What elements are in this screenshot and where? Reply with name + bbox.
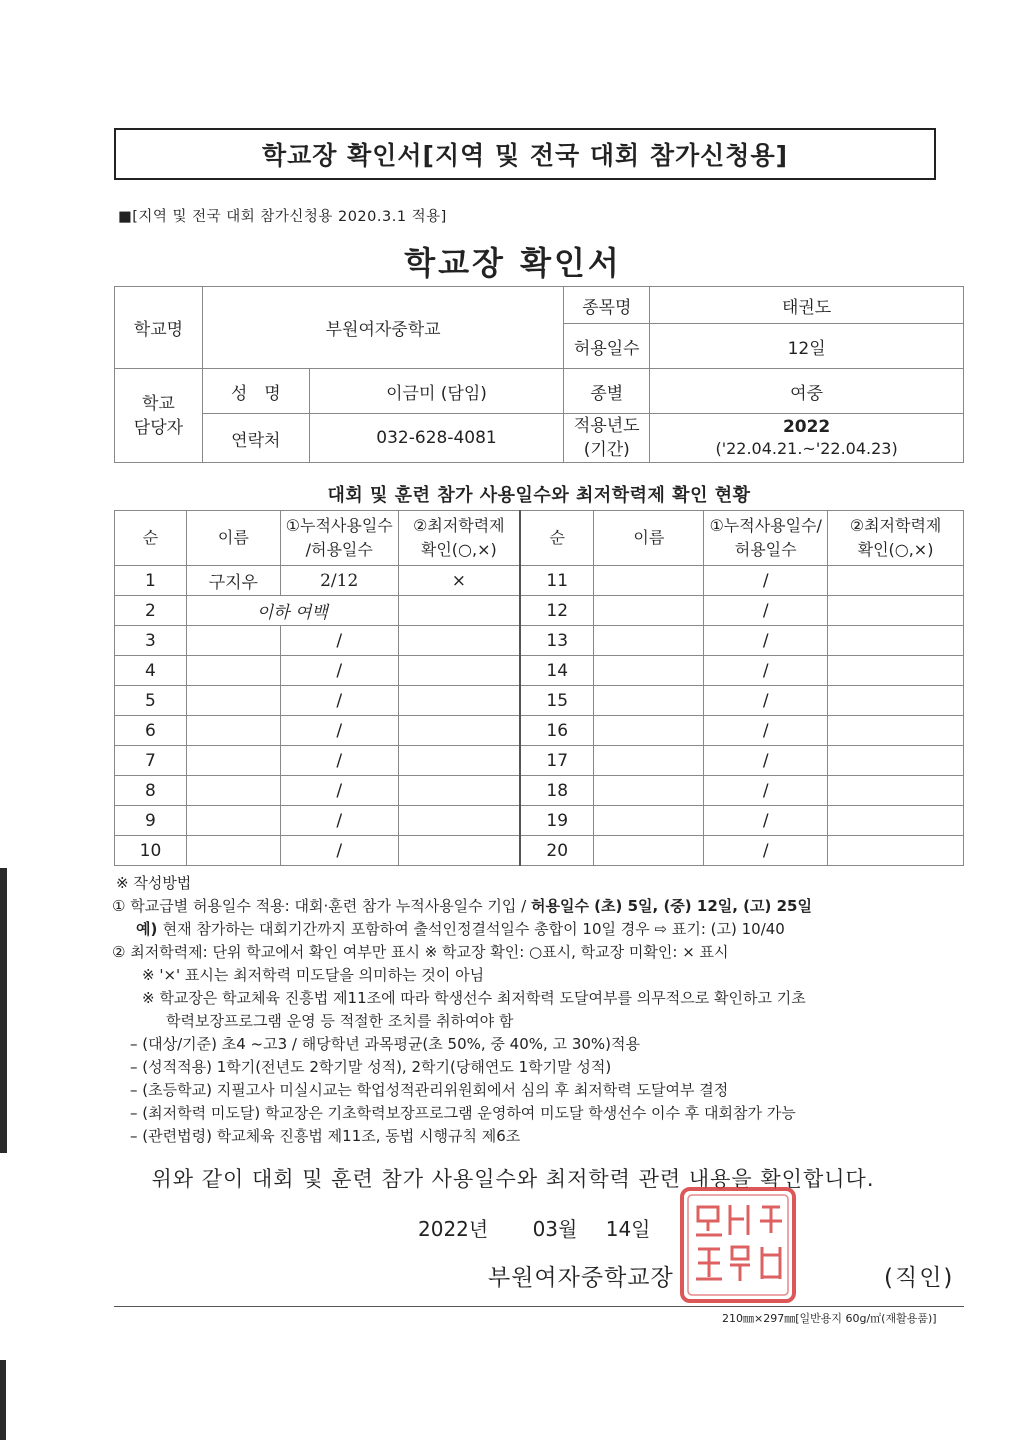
event-value: 태권도: [650, 287, 964, 324]
row-no: 1: [115, 566, 187, 596]
date-month: 03월: [532, 1217, 578, 1241]
row-name: [594, 716, 704, 746]
header-days: ①누적사용일수/ 허용일수: [704, 511, 828, 566]
note-line: 예) 현재 참가하는 대회기간까지 포함하여 출석인정결석일수 총합이 10일 경우 ⇨ 표기: (고) 10/40: [136, 920, 785, 938]
row-no: 3: [115, 626, 187, 656]
note-line: 학력보장프로그램 운영 등 적절한 조치를 취하여야 함: [166, 1012, 514, 1030]
header-check: ②최저학력제 확인(○,×): [398, 511, 520, 566]
note-line: ※ 학교장은 학교체육 진흥법 제11조에 따라 학생선수 최저학력 도달여부를 의무적으로 확인하고 기초: [142, 989, 806, 1007]
row-days: /: [280, 656, 398, 686]
row-name: [594, 746, 704, 776]
row-name: [186, 716, 280, 746]
paper-spec: 210㎜×297㎜[일반용지 60g/㎡(재활용품)]: [722, 1312, 937, 1325]
row-days: /: [704, 596, 828, 626]
table-row: [115, 806, 964, 836]
scan-edge-mark: [0, 1360, 6, 1440]
row-no: 18: [520, 776, 594, 806]
date-day: 14일: [605, 1217, 651, 1241]
row-no: 4: [115, 656, 187, 686]
row-check: [398, 656, 520, 686]
row-no: 8: [115, 776, 187, 806]
row-check: [828, 776, 964, 806]
row-name: [594, 626, 704, 656]
row-days: /: [704, 656, 828, 686]
row-name: [594, 656, 704, 686]
row-check: [398, 836, 520, 866]
table-row: [115, 566, 964, 596]
header-no: 순: [520, 511, 594, 566]
table-row: [115, 716, 964, 746]
table-row: [115, 596, 964, 626]
confirmation-date: [418, 1213, 651, 1242]
status-header-row: [115, 511, 964, 566]
row-check: [828, 596, 964, 626]
scan-edge-mark: [0, 868, 7, 1153]
document-title: 학교장 확인서: [404, 244, 622, 282]
row-name: [186, 656, 280, 686]
table-row: [115, 836, 964, 866]
row-name: [594, 836, 704, 866]
row-days: /: [704, 716, 828, 746]
row-name: [594, 776, 704, 806]
note-line: – (관련법령) 학교체육 진흥법 제11조, 동법 시행규칙 제6조: [130, 1127, 521, 1145]
gender-value: 여중: [650, 369, 964, 414]
event-label: 종목명: [564, 287, 650, 324]
row-days: /: [704, 836, 828, 866]
note-line: – (초등학교) 지필고사 미실시교는 학업성적관리위원회에서 심의 후 최저학력 도달여부 결정: [130, 1081, 729, 1099]
year-label: 적용년도 (기간): [564, 414, 650, 463]
contact-value: 032-628-4081: [309, 414, 564, 463]
notes-heading: ※ 작성방법: [116, 874, 192, 892]
row-check: [828, 566, 964, 596]
row-days: /: [280, 806, 398, 836]
status-table: [114, 510, 964, 866]
row-check: [828, 836, 964, 866]
note-line: – (대상/기준) 초4 ~고3 / 해당학년 과목평균(초 50%, 중 40%, 고 30%)적용: [130, 1035, 640, 1053]
principal-name: 부원여자중학교장: [488, 1265, 674, 1291]
row-no: 20: [520, 836, 594, 866]
row-no: 9: [115, 806, 187, 836]
name-value: 이금미 (담임): [309, 369, 564, 414]
note-line: ② 최저학력제: 단위 학교에서 확인 여부만 표시 ※ 학교장 확인: ○표시, 학교장 미확인: × 표시: [112, 943, 729, 961]
row-name: [186, 746, 280, 776]
gender-label: 종별: [564, 369, 650, 414]
date-year: 2022년: [418, 1217, 489, 1241]
row-check: [828, 716, 964, 746]
row-no: 12: [520, 596, 594, 626]
row-no: 14: [520, 656, 594, 686]
row-name: 구지우: [186, 566, 280, 596]
confirmation-statement: 위와 같이 대회 및 훈련 참가 사용일수와 최저학력 관련 내용을 확인합니다.: [151, 1167, 875, 1191]
row-no: 7: [115, 746, 187, 776]
row-name: 이하 여백: [186, 596, 398, 626]
row-check: [398, 596, 520, 626]
allowed-days-label: 허용일수: [564, 324, 650, 369]
year-value-cell: [650, 414, 964, 463]
table-row: [115, 776, 964, 806]
row-name: [186, 626, 280, 656]
row-days: /: [280, 716, 398, 746]
row-name: [186, 806, 280, 836]
allowed-days-value: 12일: [650, 324, 964, 369]
row-days: 2/12: [280, 566, 398, 596]
row-name: [186, 836, 280, 866]
row-check: [398, 746, 520, 776]
row-days: /: [280, 836, 398, 866]
note-line: – (성적적용) 1학기(전년도 2학기말 성적), 2학기(당해연도 1학기말 성적): [130, 1058, 612, 1076]
row-check: ×: [398, 566, 520, 596]
row-no: 16: [520, 716, 594, 746]
form-version-note: ■[지역 및 전국 대회 참가신청용 2020.3.1 적용]: [118, 209, 447, 225]
header-name: 이름: [186, 511, 280, 566]
row-no: 15: [520, 686, 594, 716]
header-check: ②최저학력제 확인(○,×): [828, 511, 964, 566]
row-name: [594, 686, 704, 716]
row-no: 10: [115, 836, 187, 866]
name-label: 성 명: [202, 369, 309, 414]
year-value: 2022: [782, 417, 831, 437]
row-no: 11: [520, 566, 594, 596]
row-name: [186, 776, 280, 806]
row-days: /: [704, 686, 828, 716]
row-name: [594, 566, 704, 596]
row-check: [398, 806, 520, 836]
row-name: [186, 686, 280, 716]
row-no: 19: [520, 806, 594, 836]
seal-label: (직인): [884, 1265, 955, 1291]
row-days: /: [704, 746, 828, 776]
row-check: [398, 686, 520, 716]
row-no: 13: [520, 626, 594, 656]
row-no: 2: [115, 596, 187, 626]
note-line: ① 학교급별 허용일수 적용: 대회·훈련 참가 누적사용일수 기입 / 허용일수 (초) 5일, (중) 12일, (고) 25일: [112, 897, 812, 915]
header-name: 이름: [594, 511, 704, 566]
row-check: [828, 686, 964, 716]
status-section-title: 대회 및 훈련 참가 사용일수와 최저학력제 확인 현황: [327, 485, 751, 506]
row-check: [828, 656, 964, 686]
row-days: /: [704, 776, 828, 806]
row-check: [398, 716, 520, 746]
row-no: 6: [115, 716, 187, 746]
table-row: [115, 686, 964, 716]
school-label: 학교명: [115, 287, 203, 369]
row-check: [828, 626, 964, 656]
school-value: 부원여자중학교: [202, 287, 563, 369]
note-line: – (최저학력 미도달) 학교장은 기초학력보장프로그램 운영하여 미도달 학생선수 이수 후 대회참가 가능: [130, 1104, 796, 1122]
period-value: ('22.04.21.~'22.04.23): [715, 439, 898, 458]
info-table: [114, 286, 964, 463]
row-days: /: [280, 686, 398, 716]
row-no: 17: [520, 746, 594, 776]
row-check: [828, 806, 964, 836]
writing-instructions: [112, 872, 972, 1148]
footer-divider: [114, 1306, 964, 1307]
note-line: ※ '×' 표시는 최저학력 미도달을 의미하는 것이 아님: [142, 966, 485, 984]
header-no: 순: [115, 511, 187, 566]
row-days: /: [704, 626, 828, 656]
row-check: [398, 626, 520, 656]
row-days: /: [704, 566, 828, 596]
header-days: ①누적사용일수 /허용일수: [280, 511, 398, 566]
manager-label: 학교 담당자: [115, 369, 203, 463]
table-row: [115, 626, 964, 656]
row-days: /: [280, 626, 398, 656]
contact-label: 연락처: [202, 414, 309, 463]
row-no: 5: [115, 686, 187, 716]
school-seal: [678, 1185, 798, 1305]
row-days: /: [280, 746, 398, 776]
header-title-box: 학교장 확인서[지역 및 전국 대회 참가신청용]: [114, 128, 936, 180]
table-row: [115, 746, 964, 776]
row-check: [398, 776, 520, 806]
table-row: [115, 656, 964, 686]
row-days: /: [704, 806, 828, 836]
row-name: [594, 596, 704, 626]
row-days: /: [280, 776, 398, 806]
row-check: [828, 746, 964, 776]
row-name: [594, 806, 704, 836]
